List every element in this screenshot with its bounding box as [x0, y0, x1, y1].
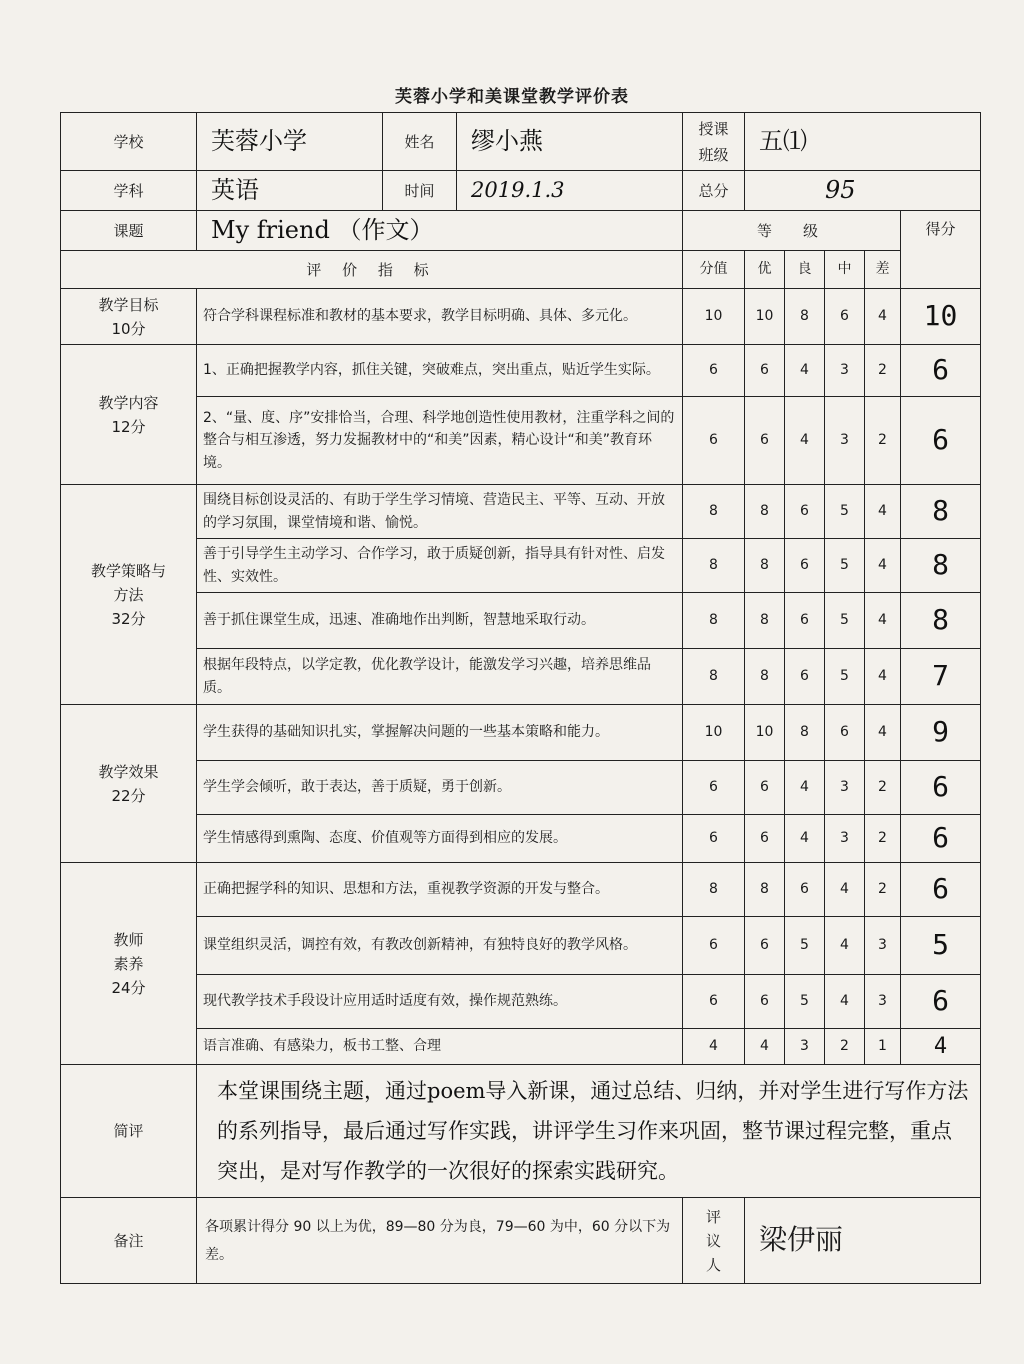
- medium-cell: 6: [825, 705, 865, 761]
- good-cell: 4: [785, 345, 825, 397]
- notes-label: 备注: [61, 1198, 197, 1284]
- medium-cell: 4: [825, 863, 865, 917]
- criteria-text: 围绕目标创设灵活的、有助于学生学习情境、营造民主、平等、互动、开放的学习氛围，课堂情境和谐、愉悦。: [197, 485, 683, 539]
- time-label: 时间: [383, 171, 457, 211]
- score-cell: 4: [901, 1029, 981, 1065]
- value-cell: 6: [683, 345, 745, 397]
- medium-cell: 4: [825, 975, 865, 1029]
- medium-header: 中: [825, 251, 865, 289]
- criteria-row: [61, 345, 981, 397]
- class-label: 授课 班级: [683, 113, 745, 171]
- poor-cell: 4: [865, 289, 901, 345]
- criteria-text: 1、正确把握教学内容，抓住关键，突破难点，突出重点，贴近学生实际。: [197, 345, 683, 397]
- good-cell: 5: [785, 975, 825, 1029]
- value-cell: 6: [683, 815, 745, 863]
- school-value: 芙蓉小学: [197, 113, 383, 171]
- good-cell: 4: [785, 397, 825, 485]
- excellent-cell: 6: [745, 975, 785, 1029]
- medium-cell: 5: [825, 539, 865, 593]
- criteria-text: 学生情感得到熏陶、态度、价值观等方面得到相应的发展。: [197, 815, 683, 863]
- score-cell: 8: [901, 485, 981, 539]
- criteria-text: 课堂组织灵活，调控有效，有教改创新精神，有独特良好的教学风格。: [197, 917, 683, 975]
- good-header: 良: [785, 251, 825, 289]
- subject-value: 英语: [197, 171, 383, 211]
- excellent-cell: 8: [745, 863, 785, 917]
- poor-cell: 2: [865, 815, 901, 863]
- notes-row: [61, 1198, 981, 1284]
- category-content: 教学内容 12分: [61, 345, 197, 485]
- reviewer-signature: 梁伊丽: [745, 1198, 981, 1284]
- school-label: 学校: [61, 113, 197, 171]
- value-cell: 10: [683, 705, 745, 761]
- criteria-text: 语言准确、有感染力，板书工整、合理: [197, 1029, 683, 1065]
- category-effect: 教学效果 22分: [61, 705, 197, 863]
- medium-cell: 3: [825, 397, 865, 485]
- score-cell: 10: [901, 289, 981, 345]
- value-cell: 6: [683, 975, 745, 1029]
- reviewer-label: 评 议 人: [683, 1198, 745, 1284]
- medium-cell: 3: [825, 761, 865, 815]
- criteria-row: [61, 539, 981, 593]
- excellent-cell: 6: [745, 761, 785, 815]
- poor-cell: 4: [865, 705, 901, 761]
- score-cell: 6: [901, 761, 981, 815]
- value-cell: 6: [683, 397, 745, 485]
- name-label: 姓名: [383, 113, 457, 171]
- value-cell: 8: [683, 863, 745, 917]
- medium-cell: 5: [825, 485, 865, 539]
- value-cell: 6: [683, 761, 745, 815]
- score-cell: 6: [901, 815, 981, 863]
- poor-cell: 4: [865, 593, 901, 649]
- total-value: 95: [745, 171, 981, 211]
- review-label: 简评: [61, 1065, 197, 1198]
- indicator-header: 评 价 指 标: [61, 251, 683, 289]
- poor-cell: 2: [865, 397, 901, 485]
- criteria-text: 学生获得的基础知识扎实，掌握解决问题的一些基本策略和能力。: [197, 705, 683, 761]
- value-cell: 8: [683, 539, 745, 593]
- criteria-row: [61, 485, 981, 539]
- category-goal: 教学目标 10分: [61, 289, 197, 345]
- score-cell: 7: [901, 649, 981, 705]
- criteria-row: [61, 289, 981, 345]
- excellent-cell: 10: [745, 289, 785, 345]
- good-cell: 8: [785, 289, 825, 345]
- header-row-3: [61, 211, 981, 251]
- topic-value: My friend （作文）: [197, 211, 683, 251]
- medium-cell: 3: [825, 815, 865, 863]
- criteria-text: 学生学会倾听，敢于表达，善于质疑，勇于创新。: [197, 761, 683, 815]
- excellent-cell: 10: [745, 705, 785, 761]
- topic-label: 课题: [61, 211, 197, 251]
- score-cell: 9: [901, 705, 981, 761]
- criteria-text: 符合学科课程标准和教材的基本要求，教学目标明确、具体、多元化。: [197, 289, 683, 345]
- total-label: 总分: [683, 171, 745, 211]
- excellent-cell: 6: [745, 345, 785, 397]
- poor-cell: 4: [865, 485, 901, 539]
- excellent-cell: 8: [745, 593, 785, 649]
- header-row-2: [61, 171, 981, 211]
- value-cell: 4: [683, 1029, 745, 1065]
- criteria-row: [61, 917, 981, 975]
- class-value: 五⑴: [745, 113, 981, 171]
- criteria-row: [61, 761, 981, 815]
- poor-cell: 2: [865, 761, 901, 815]
- score-cell: 8: [901, 593, 981, 649]
- excellent-cell: 4: [745, 1029, 785, 1065]
- excellent-header: 优: [745, 251, 785, 289]
- medium-cell: 4: [825, 917, 865, 975]
- good-cell: 8: [785, 705, 825, 761]
- header-row-1: [61, 113, 981, 171]
- review-row: [61, 1065, 981, 1198]
- poor-cell: 3: [865, 975, 901, 1029]
- medium-cell: 5: [825, 649, 865, 705]
- poor-cell: 3: [865, 917, 901, 975]
- notes-text: 各项累计得分 90 以上为优，89—80 分为良，79—60 为中，60 分以下为差。: [197, 1198, 683, 1284]
- score-cell: 6: [901, 397, 981, 485]
- good-cell: 6: [785, 863, 825, 917]
- criteria-text: 善于引导学生主动学习、合作学习，敢于质疑创新，指导具有针对性、启发性、实效性。: [197, 539, 683, 593]
- excellent-cell: 8: [745, 485, 785, 539]
- score-cell: 6: [901, 863, 981, 917]
- criteria-row: [61, 649, 981, 705]
- poor-cell: 2: [865, 863, 901, 917]
- grade-label: 等 级: [683, 211, 901, 251]
- excellent-cell: 6: [745, 917, 785, 975]
- criteria-text: 现代教学技术手段设计应用适时适度有效，操作规范熟练。: [197, 975, 683, 1029]
- good-cell: 6: [785, 539, 825, 593]
- criteria-text: 根据年段特点，以学定教，优化教学设计，能激发学习兴趣，培养思维品质。: [197, 649, 683, 705]
- excellent-cell: 6: [745, 397, 785, 485]
- criteria-row: [61, 863, 981, 917]
- value-cell: 8: [683, 485, 745, 539]
- criteria-row: [61, 1029, 981, 1065]
- score-cell: 6: [901, 345, 981, 397]
- review-text: 本堂课围绕主题，通过poem导入新课，通过总结、归纳，并对学生进行写作方法的系列指导，最后通过写作实践，讲评学生习作来巩固，整节课过程完整，重点突出，是对写作教学的一次很好的探索实践研究。: [197, 1065, 981, 1198]
- form-title: 芙蓉小学和美课堂教学评价表: [395, 87, 629, 107]
- poor-cell: 4: [865, 539, 901, 593]
- criteria-row: [61, 593, 981, 649]
- poor-cell: 1: [865, 1029, 901, 1065]
- medium-cell: 2: [825, 1029, 865, 1065]
- good-cell: 4: [785, 815, 825, 863]
- time-value: 2019.1.3: [457, 171, 683, 211]
- category-teacher: 教师 素养 24分: [61, 863, 197, 1065]
- evaluation-table: [60, 112, 981, 1284]
- medium-cell: 5: [825, 593, 865, 649]
- criteria-row: [61, 397, 981, 485]
- value-cell: 8: [683, 593, 745, 649]
- poor-cell: 4: [865, 649, 901, 705]
- criteria-row: [61, 815, 981, 863]
- good-cell: 6: [785, 485, 825, 539]
- score-label: 得分: [901, 211, 981, 289]
- excellent-cell: 6: [745, 815, 785, 863]
- poor-header: 差: [865, 251, 901, 289]
- good-cell: 6: [785, 649, 825, 705]
- value-cell: 10: [683, 289, 745, 345]
- criteria-text: 2、“量、度、序”安排恰当，合理、科学地创造性使用教材，注重学科之间的整合与相互渗透，努力发掘教材中的“和美”因素，精心设计“和美”教育环境。: [197, 397, 683, 485]
- criteria-row: [61, 705, 981, 761]
- criteria-text: 善于抓住课堂生成，迅速、准确地作出判断，智慧地采取行动。: [197, 593, 683, 649]
- good-cell: 3: [785, 1029, 825, 1065]
- good-cell: 4: [785, 761, 825, 815]
- medium-cell: 6: [825, 289, 865, 345]
- name-value: 缪小燕: [457, 113, 683, 171]
- score-cell: 6: [901, 975, 981, 1029]
- excellent-cell: 8: [745, 649, 785, 705]
- criteria-row: [61, 975, 981, 1029]
- score-cell: 8: [901, 539, 981, 593]
- category-strategy: 教学策略与 方法 32分: [61, 485, 197, 705]
- value-cell: 8: [683, 649, 745, 705]
- poor-cell: 2: [865, 345, 901, 397]
- score-cell: 5: [901, 917, 981, 975]
- medium-cell: 3: [825, 345, 865, 397]
- criteria-text: 正确把握学科的知识、思想和方法，重视教学资源的开发与整合。: [197, 863, 683, 917]
- subject-label: 学科: [61, 171, 197, 211]
- good-cell: 6: [785, 593, 825, 649]
- column-header-row: [61, 251, 981, 289]
- value-cell: 6: [683, 917, 745, 975]
- value-header: 分值: [683, 251, 745, 289]
- excellent-cell: 8: [745, 539, 785, 593]
- good-cell: 5: [785, 917, 825, 975]
